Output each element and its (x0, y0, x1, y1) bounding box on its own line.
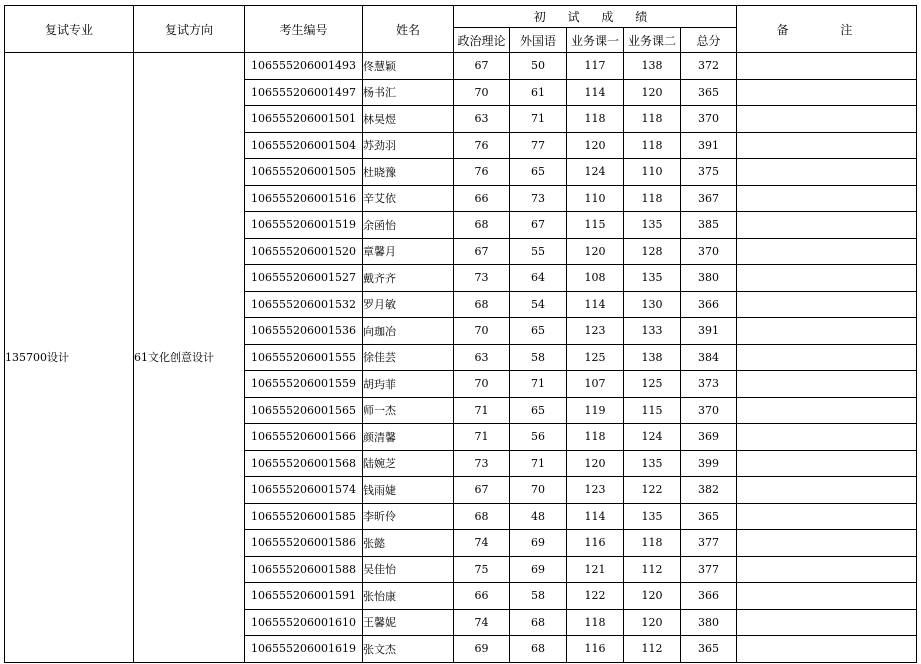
course2-score-cell: 120 (624, 583, 681, 610)
exam-id-cell: 106555206001505 (245, 159, 363, 186)
exam-id-cell: 106555206001591 (245, 583, 363, 610)
course2-score-cell: 118 (624, 530, 681, 557)
course1-score-cell: 108 (567, 265, 624, 292)
total-score-cell: 380 (681, 609, 737, 636)
course1-score-cell: 107 (567, 371, 624, 398)
table-row (5, 53, 917, 80)
name-cell: 张文杰 (363, 636, 454, 663)
name-cell: 杜晓豫 (363, 159, 454, 186)
course1-score-cell: 110 (567, 185, 624, 212)
total-score-cell: 399 (681, 450, 737, 477)
course1-score-cell: 118 (567, 424, 624, 451)
foreign-score-cell: 58 (510, 344, 567, 371)
exam-id-cell: 106555206001588 (245, 556, 363, 583)
name-cell: 辛艾依 (363, 185, 454, 212)
remarks-cell (737, 636, 917, 663)
foreign-score-cell: 69 (510, 556, 567, 583)
remarks-cell (737, 185, 917, 212)
exam-id-cell: 106555206001519 (245, 212, 363, 239)
foreign-score-cell: 70 (510, 477, 567, 504)
name-cell: 杨书汇 (363, 79, 454, 106)
exam-id-cell: 106555206001555 (245, 344, 363, 371)
score-sheet (4, 5, 917, 663)
header-direction: 复试方向 (134, 6, 245, 53)
exam-id-cell: 106555206001586 (245, 530, 363, 557)
politics-score-cell: 70 (454, 79, 510, 106)
table-body (5, 53, 917, 663)
politics-score-cell: 75 (454, 556, 510, 583)
course1-score-cell: 123 (567, 318, 624, 345)
exam-id-cell: 106555206001565 (245, 397, 363, 424)
politics-score-cell: 73 (454, 265, 510, 292)
course1-score-cell: 125 (567, 344, 624, 371)
course2-score-cell: 118 (624, 185, 681, 212)
foreign-score-cell: 55 (510, 238, 567, 265)
name-cell: 钱雨婕 (363, 477, 454, 504)
remarks-cell (737, 159, 917, 186)
politics-score-cell: 69 (454, 636, 510, 663)
course2-score-cell: 120 (624, 79, 681, 106)
remarks-cell (737, 556, 917, 583)
course2-score-cell: 122 (624, 477, 681, 504)
foreign-score-cell: 68 (510, 636, 567, 663)
name-cell: 吴佳怡 (363, 556, 454, 583)
total-score-cell: 365 (681, 503, 737, 530)
politics-score-cell: 71 (454, 397, 510, 424)
total-score-cell: 373 (681, 371, 737, 398)
course1-score-cell: 117 (567, 53, 624, 80)
foreign-score-cell: 58 (510, 583, 567, 610)
exam-id-cell: 106555206001536 (245, 318, 363, 345)
politics-score-cell: 63 (454, 344, 510, 371)
foreign-score-cell: 68 (510, 609, 567, 636)
exam-id-cell: 106555206001520 (245, 238, 363, 265)
header-course1: 业务课一 (567, 28, 624, 53)
direction-cell: 61文化创意设计 (134, 53, 245, 663)
foreign-score-cell: 71 (510, 371, 567, 398)
remarks-cell (737, 424, 917, 451)
header-foreign-language: 外国语 (510, 28, 567, 53)
course2-score-cell: 112 (624, 556, 681, 583)
course1-score-cell: 120 (567, 238, 624, 265)
name-cell: 戴齐齐 (363, 265, 454, 292)
remarks-cell (737, 265, 917, 292)
name-cell: 张懿 (363, 530, 454, 557)
foreign-score-cell: 67 (510, 212, 567, 239)
remarks-cell (737, 318, 917, 345)
name-cell: 胡玙菲 (363, 371, 454, 398)
name-cell: 向珈冶 (363, 318, 454, 345)
total-score-cell: 367 (681, 185, 737, 212)
course1-score-cell: 123 (567, 477, 624, 504)
course2-score-cell: 135 (624, 265, 681, 292)
name-cell: 徐佳芸 (363, 344, 454, 371)
course2-score-cell: 135 (624, 450, 681, 477)
remarks-cell (737, 291, 917, 318)
course1-score-cell: 124 (567, 159, 624, 186)
total-score-cell: 365 (681, 79, 737, 106)
course2-score-cell: 135 (624, 503, 681, 530)
course1-score-cell: 115 (567, 212, 624, 239)
course1-score-cell: 114 (567, 291, 624, 318)
name-cell: 李昕伶 (363, 503, 454, 530)
remarks-cell (737, 503, 917, 530)
exam-id-cell: 106555206001497 (245, 79, 363, 106)
exam-id-cell: 106555206001532 (245, 291, 363, 318)
foreign-score-cell: 69 (510, 530, 567, 557)
table-header (5, 6, 917, 53)
remarks-cell (737, 132, 917, 159)
total-score-cell: 384 (681, 344, 737, 371)
remarks-cell (737, 238, 917, 265)
course1-score-cell: 118 (567, 609, 624, 636)
name-cell: 林昊煜 (363, 106, 454, 133)
course2-score-cell: 118 (624, 106, 681, 133)
total-score-cell: 377 (681, 556, 737, 583)
remarks-cell (737, 583, 917, 610)
foreign-score-cell: 71 (510, 106, 567, 133)
politics-score-cell: 73 (454, 450, 510, 477)
exam-id-cell: 106555206001574 (245, 477, 363, 504)
header-major: 复试专业 (5, 6, 134, 53)
remarks-cell (737, 397, 917, 424)
header-total: 总分 (681, 28, 737, 53)
foreign-score-cell: 77 (510, 132, 567, 159)
total-score-cell: 391 (681, 318, 737, 345)
name-cell: 余函怡 (363, 212, 454, 239)
foreign-score-cell: 64 (510, 265, 567, 292)
exam-id-cell: 106555206001610 (245, 609, 363, 636)
course1-score-cell: 114 (567, 503, 624, 530)
score-table (4, 5, 917, 663)
header-name: 姓名 (363, 6, 454, 53)
course2-score-cell: 135 (624, 212, 681, 239)
course1-score-cell: 118 (567, 106, 624, 133)
total-score-cell: 365 (681, 636, 737, 663)
exam-id-cell: 106555206001566 (245, 424, 363, 451)
foreign-score-cell: 65 (510, 159, 567, 186)
course2-score-cell: 138 (624, 53, 681, 80)
major-cell: 135700设计 (5, 53, 134, 663)
course2-score-cell: 120 (624, 609, 681, 636)
header-remarks: 备 注 (737, 6, 917, 53)
name-cell: 陆婉芝 (363, 450, 454, 477)
course1-score-cell: 116 (567, 530, 624, 557)
name-cell: 师一杰 (363, 397, 454, 424)
foreign-score-cell: 54 (510, 291, 567, 318)
name-cell: 罗月敏 (363, 291, 454, 318)
exam-id-cell: 106555206001504 (245, 132, 363, 159)
total-score-cell: 382 (681, 477, 737, 504)
course2-score-cell: 138 (624, 344, 681, 371)
politics-score-cell: 68 (454, 212, 510, 239)
foreign-score-cell: 65 (510, 397, 567, 424)
politics-score-cell: 76 (454, 132, 510, 159)
politics-score-cell: 71 (454, 424, 510, 451)
remarks-cell (737, 53, 917, 80)
name-cell: 章馨月 (363, 238, 454, 265)
exam-id-cell: 106555206001619 (245, 636, 363, 663)
total-score-cell: 370 (681, 106, 737, 133)
course2-score-cell: 112 (624, 636, 681, 663)
politics-score-cell: 67 (454, 238, 510, 265)
total-score-cell: 385 (681, 212, 737, 239)
politics-score-cell: 67 (454, 477, 510, 504)
exam-id-cell: 106555206001559 (245, 371, 363, 398)
total-score-cell: 369 (681, 424, 737, 451)
header-politics: 政治理论 (454, 28, 510, 53)
politics-score-cell: 76 (454, 159, 510, 186)
total-score-cell: 391 (681, 132, 737, 159)
remarks-cell (737, 450, 917, 477)
name-cell: 张怡康 (363, 583, 454, 610)
foreign-score-cell: 48 (510, 503, 567, 530)
total-score-cell: 366 (681, 583, 737, 610)
politics-score-cell: 74 (454, 609, 510, 636)
total-score-cell: 380 (681, 265, 737, 292)
remarks-cell (737, 212, 917, 239)
course2-score-cell: 130 (624, 291, 681, 318)
total-score-cell: 377 (681, 530, 737, 557)
politics-score-cell: 70 (454, 318, 510, 345)
foreign-score-cell: 56 (510, 424, 567, 451)
header-course2: 业务课二 (624, 28, 681, 53)
remarks-cell (737, 79, 917, 106)
course1-score-cell: 120 (567, 450, 624, 477)
politics-score-cell: 66 (454, 185, 510, 212)
course1-score-cell: 122 (567, 583, 624, 610)
total-score-cell: 370 (681, 238, 737, 265)
politics-score-cell: 70 (454, 371, 510, 398)
course2-score-cell: 128 (624, 238, 681, 265)
exam-id-cell: 106555206001585 (245, 503, 363, 530)
politics-score-cell: 66 (454, 583, 510, 610)
politics-score-cell: 63 (454, 106, 510, 133)
name-cell: 苏劲羽 (363, 132, 454, 159)
exam-id-cell: 106555206001568 (245, 450, 363, 477)
remarks-cell (737, 344, 917, 371)
remarks-cell (737, 371, 917, 398)
name-cell: 颜清馨 (363, 424, 454, 451)
remarks-cell (737, 530, 917, 557)
header-initial-scores: 初 试 成 绩 (454, 6, 737, 28)
course1-score-cell: 119 (567, 397, 624, 424)
course1-score-cell: 120 (567, 132, 624, 159)
foreign-score-cell: 50 (510, 53, 567, 80)
name-cell: 佟慧颖 (363, 53, 454, 80)
course1-score-cell: 114 (567, 79, 624, 106)
foreign-score-cell: 65 (510, 318, 567, 345)
name-cell: 王馨妮 (363, 609, 454, 636)
course2-score-cell: 133 (624, 318, 681, 345)
remarks-cell (737, 609, 917, 636)
course2-score-cell: 124 (624, 424, 681, 451)
remarks-cell (737, 477, 917, 504)
politics-score-cell: 67 (454, 53, 510, 80)
politics-score-cell: 74 (454, 530, 510, 557)
remarks-cell (737, 106, 917, 133)
exam-id-cell: 106555206001516 (245, 185, 363, 212)
politics-score-cell: 68 (454, 503, 510, 530)
foreign-score-cell: 73 (510, 185, 567, 212)
header-exam-id: 考生编号 (245, 6, 363, 53)
course1-score-cell: 121 (567, 556, 624, 583)
exam-id-cell: 106555206001501 (245, 106, 363, 133)
foreign-score-cell: 61 (510, 79, 567, 106)
total-score-cell: 370 (681, 397, 737, 424)
course1-score-cell: 116 (567, 636, 624, 663)
course2-score-cell: 118 (624, 132, 681, 159)
exam-id-cell: 106555206001493 (245, 53, 363, 80)
total-score-cell: 375 (681, 159, 737, 186)
course2-score-cell: 125 (624, 371, 681, 398)
foreign-score-cell: 71 (510, 450, 567, 477)
total-score-cell: 366 (681, 291, 737, 318)
politics-score-cell: 68 (454, 291, 510, 318)
course2-score-cell: 110 (624, 159, 681, 186)
total-score-cell: 372 (681, 53, 737, 80)
course2-score-cell: 115 (624, 397, 681, 424)
exam-id-cell: 106555206001527 (245, 265, 363, 292)
